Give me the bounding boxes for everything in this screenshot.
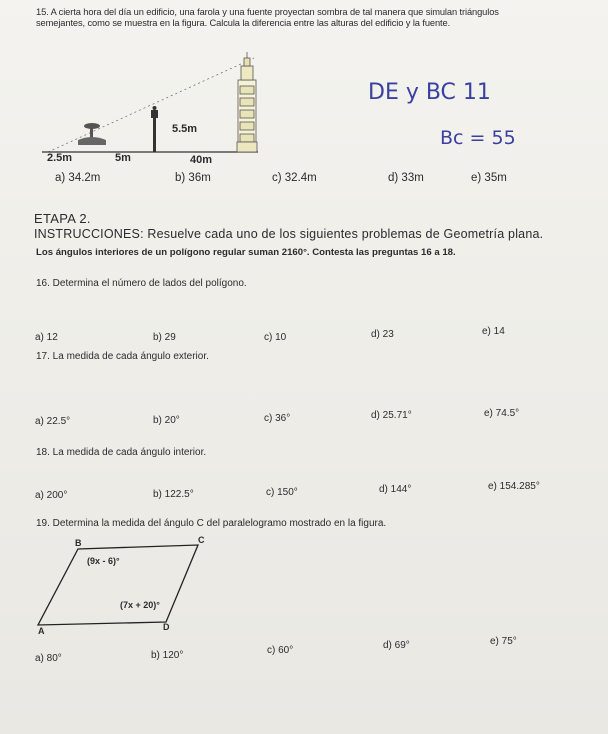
q16-statement: 16. Determina el número de lados del polígono. — [36, 278, 247, 289]
angle-b-expression: (9x - 6)° — [87, 556, 120, 566]
q17-option-d[interactable]: d) 25.71° — [371, 410, 412, 421]
height-5-5m-label: 5.5m — [172, 123, 198, 135]
polygon-intro: Los ángulos interiores de un polígono regular suman 2160°. Contesta las preguntas 16 a 18. — [36, 247, 456, 258]
stage-heading: ETAPA 2. — [34, 211, 91, 226]
q17-option-b[interactable]: b) 20° — [153, 415, 180, 426]
q16-option-c[interactable]: c) 10 — [264, 332, 287, 343]
q18-option-b[interactable]: b) 122.5° — [153, 489, 194, 500]
q18-option-d[interactable]: d) 144° — [379, 484, 412, 495]
q19-option-d[interactable]: d) 69° — [383, 640, 410, 651]
q19-option-a[interactable]: a) 80° — [35, 653, 62, 664]
q18-statement: 18. La medida de cada ángulo interior. — [36, 447, 207, 458]
distance-2-5m-label: 2.5m — [47, 152, 73, 164]
vertex-d-label: D — [163, 622, 170, 632]
instructions-heading: INSTRUCCIONES: Resuelve cada uno de los siguientes problemas de Geometría plana. — [34, 227, 544, 241]
q17-option-e[interactable]: e) 74.5° — [484, 408, 520, 419]
parallelogram-figure — [34, 535, 214, 635]
building-figure — [237, 52, 257, 152]
q16-option-d[interactable]: d) 23 — [371, 329, 394, 340]
vertex-b-label: B — [75, 538, 82, 548]
q15-line1: 15. A cierta hora del día un edificio, una farola y una fuente proyectan sombra de tal manera que simulan triángulos — [36, 7, 499, 17]
q15-option-e[interactable]: e) 35m — [471, 172, 507, 184]
vertex-a-label: A — [38, 626, 45, 636]
handwritten-note-line1: DE y BC 11 — [368, 80, 491, 105]
q15-option-b[interactable]: b) 36m — [175, 172, 211, 184]
shadow-ray-line — [48, 58, 254, 152]
fountain-figure — [78, 123, 106, 145]
q17-statement: 17. La medida de cada ángulo exterior. — [36, 351, 209, 362]
distance-5m-label: 5m — [115, 152, 131, 164]
handwritten-note-line2: Bc = 55 — [440, 127, 516, 149]
q18-option-e[interactable]: e) 154.285° — [488, 481, 540, 492]
q15-option-d[interactable]: d) 33m — [388, 172, 424, 184]
q18-option-c[interactable]: c) 150° — [266, 487, 298, 498]
q15-option-a[interactable]: a) 34.2m — [55, 172, 101, 184]
q19-option-e[interactable]: e) 75° — [490, 636, 517, 647]
q15-option-c[interactable]: c) 32.4m — [272, 172, 317, 184]
angle-d-expression: (7x + 20)° — [120, 600, 160, 610]
q19-statement: 19. Determina la medida del ángulo C del paralelogramo mostrado en la figura. — [36, 518, 387, 529]
q15-statement — [36, 7, 499, 29]
q17-option-a[interactable]: a) 22.5° — [35, 416, 71, 427]
vertex-c-label: C — [198, 535, 205, 545]
distance-40m-label: 40m — [190, 154, 213, 166]
q16-option-e[interactable]: e) 14 — [482, 326, 505, 337]
q17-option-c[interactable]: c) 36° — [264, 413, 291, 424]
q16-option-b[interactable]: b) 29 — [153, 332, 176, 343]
q16-option-a[interactable]: a) 12 — [35, 332, 58, 343]
q19-option-b[interactable]: b) 120° — [151, 650, 184, 661]
q19-option-c[interactable]: c) 60° — [267, 645, 294, 656]
lamp-post-figure — [151, 106, 158, 152]
q15-line2: semejantes, como se muestra en la figura. Calcula la diferencia entre las alturas del edificio y la fuente. — [36, 18, 451, 28]
q18-option-a[interactable]: a) 200° — [35, 490, 68, 501]
